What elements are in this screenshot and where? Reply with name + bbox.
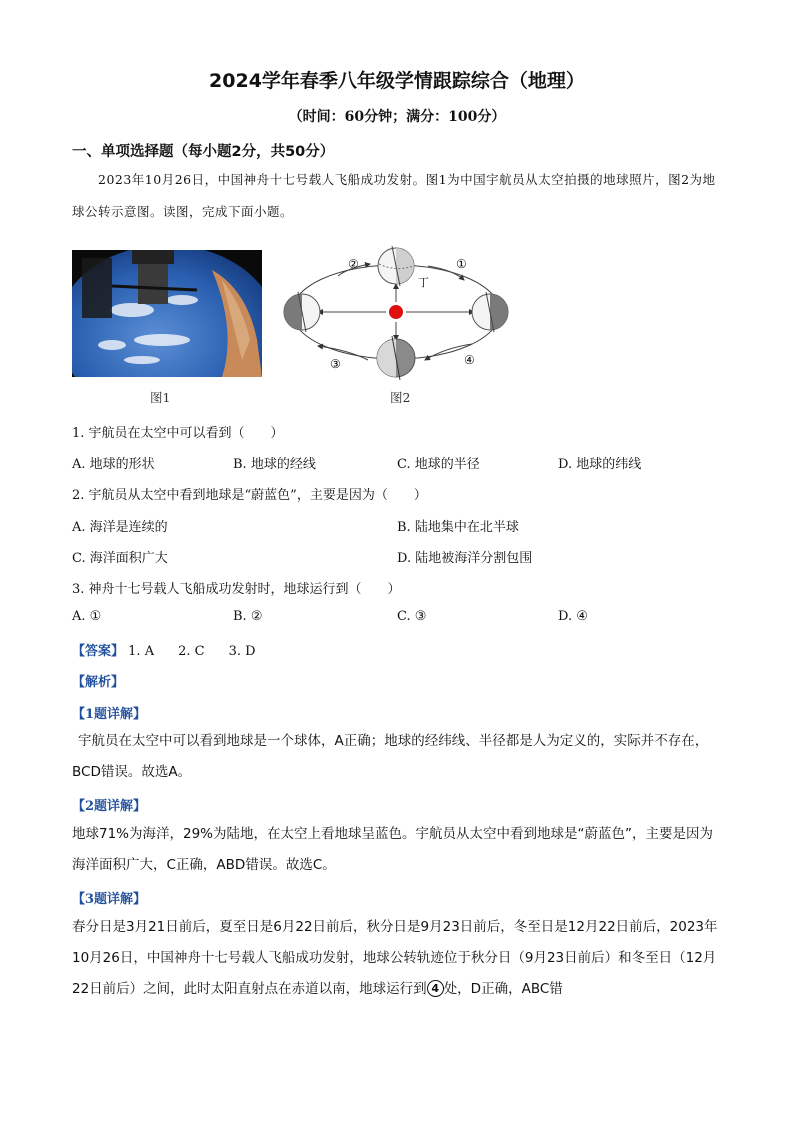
q1-option-a: A. 地球的形状 xyxy=(72,457,155,472)
answer-3: 3. D xyxy=(228,644,256,659)
detail-3-label: 【3题详解】 xyxy=(72,892,147,907)
circled-4-mark: 4 xyxy=(427,980,444,997)
label-pos1: ① xyxy=(456,257,467,271)
detail-1-label: 【1题详解】 xyxy=(72,707,147,722)
fig1-caption: 图1 xyxy=(150,390,171,405)
answer-line xyxy=(72,640,280,659)
globe-right xyxy=(472,292,508,332)
globe-top xyxy=(378,246,414,286)
q3-option-a: A. ① xyxy=(72,609,102,624)
figures-area xyxy=(72,246,532,412)
q3-option-d: D. ④ xyxy=(558,609,588,624)
label-pos4: ④ xyxy=(464,353,475,367)
detail-2-text: 地球71%为海洋，29%为陆地，在太空上看地球呈蓝色。宇航员从太空中看到地球是“蔚蓝色”，主要是因为海洋面积广大，C正确，ABD错误。故选C。 xyxy=(72,826,713,873)
exam-info: （时间：60分钟；满分：100分） xyxy=(288,109,506,125)
q2-option-d: D. 陆地被海洋分割包围 xyxy=(397,551,533,566)
q3-option-c: C. ③ xyxy=(397,609,427,624)
q1-option-b: B. 地球的经线 xyxy=(233,457,316,472)
earth-photo xyxy=(72,250,262,377)
label-ding: 丁 xyxy=(418,276,429,289)
detail-3-text-after: 处，D正确，ABC错 xyxy=(443,981,563,997)
analysis-label: 【解析】 xyxy=(72,675,125,690)
label-pos3: ③ xyxy=(330,357,341,371)
section-heading: 一、单项选择题（每小题2分，共50分） xyxy=(72,144,335,160)
detail-3-text-before: 春分日是3月21日前后，夏至日是6月22日前后，秋分日是9月23日前后，冬至日是12月22日前后，2023年10月26日，中国神舟十七号载人飞船成功发射，地球公转轨迹位于秋分日（9月23日前后）和冬至日（12月22日前后）之间，此时太阳直射点在赤道以南，地球运行到 xyxy=(72,919,718,997)
answer-1: 1. A xyxy=(128,644,155,659)
detail-1-text: 宇航员在太空中可以看到地球是一个球体，A正确；地球的经纬线、半径都是人为定义的，实际并不存在，BCD错误。故选A。 xyxy=(72,733,709,780)
globe-left xyxy=(284,292,320,332)
q2-option-b: B. 陆地集中在北半球 xyxy=(397,520,519,535)
answer-label: 【答案】 xyxy=(72,644,125,659)
detail-2-label: 【2题详解】 xyxy=(72,799,147,814)
answer-2: 2. C xyxy=(178,644,205,659)
page-title: 2024学年春季八年级学情跟踪综合（地理） xyxy=(209,70,585,92)
globe-bottom xyxy=(377,336,415,380)
fig2-caption: 图2 xyxy=(390,390,411,405)
detail-3-text xyxy=(72,912,724,1005)
q2-option-a: A. 海洋是连续的 xyxy=(72,520,168,535)
q2-option-c: C. 海洋面积广大 xyxy=(72,551,168,566)
question-2: 2. 宇航员从太空中看到地球是“蔚蓝色”，主要是因为（ ） xyxy=(72,488,427,503)
question-1: 1. 宇航员在太空中可以看到（ ） xyxy=(72,426,284,441)
q1-option-c: C. 地球的半径 xyxy=(397,457,480,472)
label-pos2: ② xyxy=(348,257,359,271)
orbit-diagram xyxy=(278,246,522,380)
q3-option-b: B. ② xyxy=(233,609,263,624)
q1-option-d: D. 地球的纬线 xyxy=(558,457,642,472)
intro-paragraph: 2023年10月26日，中国神舟十七号载人飞船成功发射。图1为中国宇航员从太空拍摄的地球照片，图2为地球公转示意图。读图，完成下面小题。 xyxy=(72,172,716,219)
question-3: 3. 神舟十七号载人飞船成功发射时，地球运行到（ ） xyxy=(72,582,401,597)
